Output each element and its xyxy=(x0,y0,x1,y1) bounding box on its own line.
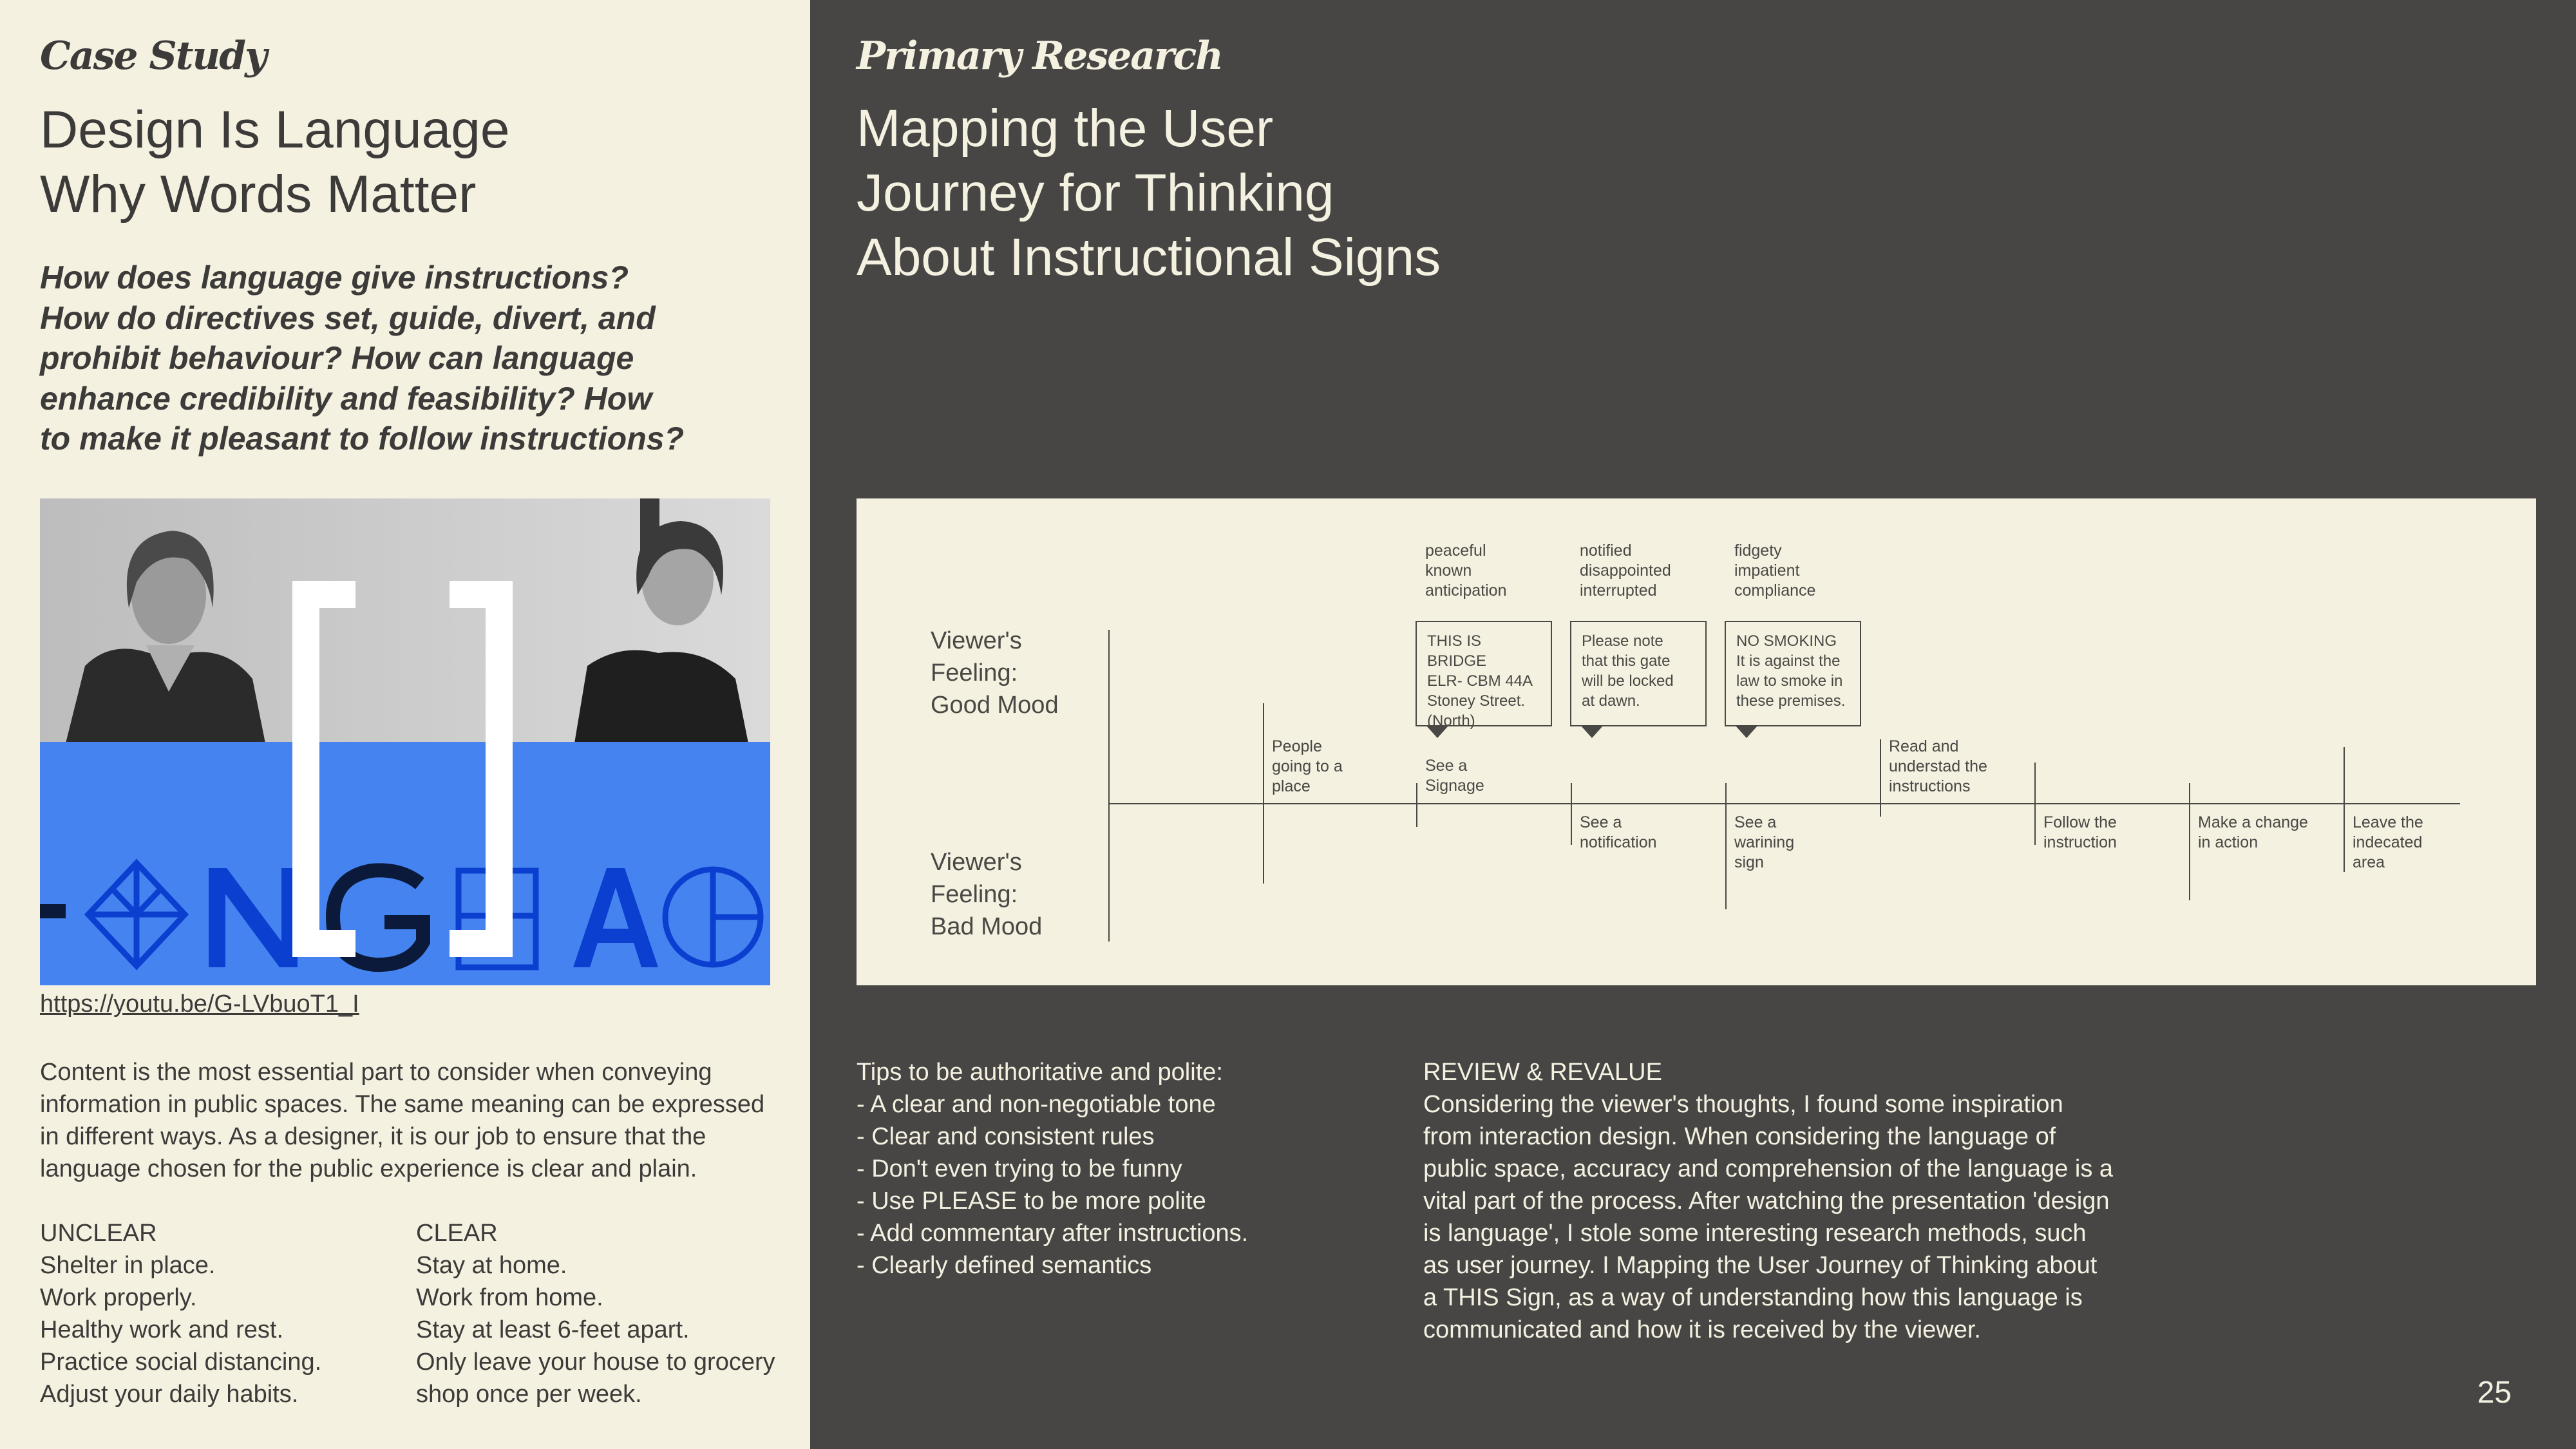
review-paragraph: Considering the viewer's thoughts, I found some inspiration from interaction design. When considering the language of public space, accuracy and comprehension of the language is a vital part of the process. After watching the presentation 'design is language', I stole some interesting research methods, such as user journey. I Mapping the User Journey of Thinking about a THIS Sign, as a way of understanding how this language is communicated and how it is received by the viewer. xyxy=(1423,1091,2114,1343)
feelings-notification: notified disappointed interrupted xyxy=(1580,542,1671,600)
list-item: shop once per week. xyxy=(416,1381,642,1408)
list-item: - Use PLEASE to be more polite xyxy=(857,1188,1206,1215)
section-label-primary-research: Primary Research xyxy=(857,33,1222,79)
bad-mood-label: Viewer's Feeling: Bad Mood xyxy=(931,849,1043,940)
bracket-left-icon xyxy=(292,581,355,957)
section-label-case-study: Case Study xyxy=(40,33,266,79)
content-paragraph: Content is the most essential part to consider when conveying information in public spaces. The same meaning can be expressed in different ways. As a designer, it is our job to ensure that the language chosen for the public experience is clear and plain. xyxy=(40,1059,765,1182)
list-item: - Clearly defined semantics xyxy=(857,1252,1152,1279)
sign-gate-notice: Please note that this gate will be locked at dawn. xyxy=(1570,621,1707,726)
list-item: Shelter in place. xyxy=(40,1252,216,1279)
list-item: Stay at least 6-feet apart. xyxy=(416,1316,690,1343)
list-item: Work from home. xyxy=(416,1284,603,1311)
good-mood-label: Viewer's Feeling: Good Mood xyxy=(931,627,1059,719)
speakers-photo xyxy=(40,498,770,743)
list-item: Stay at home. xyxy=(416,1252,567,1279)
tips-list xyxy=(857,1088,1248,1282)
list-item: Only leave your house to grocery xyxy=(416,1349,775,1376)
stage-read-instructions: Read and understad the instructions xyxy=(1889,737,1987,795)
bracket-right-icon xyxy=(450,581,513,957)
feelings-warning: fidgety impatient compliance xyxy=(1734,542,1816,600)
stage-change-action: Make a change in action xyxy=(2198,813,2308,851)
language-letterforms xyxy=(40,742,770,985)
unclear-list xyxy=(40,1249,321,1410)
case-study-panel xyxy=(0,0,810,1449)
list-item: - Clear and consistent rules xyxy=(857,1123,1155,1150)
sign-no-smoking: NO SMOKING It is against the law to smoke in these premises. xyxy=(1725,621,1861,726)
stage-follow-instruction: Follow the instruction xyxy=(2043,813,2117,851)
user-journey-map xyxy=(857,498,2536,985)
language-graphic xyxy=(40,742,770,985)
list-item: - Add commentary after instructions. xyxy=(857,1220,1249,1247)
video-link[interactable]: https://youtu.be/G-LVbuoT1_I xyxy=(40,990,359,1018)
stage-see-notification: See a notification xyxy=(1580,813,1657,851)
clear-list xyxy=(416,1249,775,1410)
unclear-heading: UNCLEAR xyxy=(40,1220,157,1247)
case-study-title: Design Is Language Why Words Matter xyxy=(40,100,510,223)
sign-bridge: THIS IS BRIDGE ELR- CBM 44A Stoney Street. (North) xyxy=(1416,621,1552,726)
list-item: Healthy work and rest. xyxy=(40,1316,284,1343)
tips-heading: Tips to be authoritative and polite: xyxy=(857,1059,1223,1086)
stage-going-to-place: People going to a place xyxy=(1272,737,1343,795)
journey-lines xyxy=(857,498,2536,985)
stage-see-warning: See a warining sign xyxy=(1734,813,1795,871)
video-thumbnail[interactable] xyxy=(40,498,770,985)
list-item: - A clear and non-negotiable tone xyxy=(857,1091,1216,1118)
feelings-signage: peaceful known anticipation xyxy=(1425,542,1507,600)
list-item: Work properly. xyxy=(40,1284,197,1311)
research-questions: How does language give instructions? How do directives set, guide, divert, and prohibit behaviour? How can language enhance credibility and feasibility? How to make it pleasant to follow instructions? xyxy=(40,260,685,457)
list-item: Practice social distancing. xyxy=(40,1349,322,1376)
list-item: Adjust your daily habits. xyxy=(40,1381,299,1408)
stage-leave-area: Leave the indecated area xyxy=(2353,813,2423,871)
review-heading: REVIEW & REVALUE xyxy=(1423,1059,1662,1086)
primary-research-title: Mapping the User Journey for Thinking About Instructional Signs xyxy=(857,99,1441,287)
clear-heading: CLEAR xyxy=(416,1220,498,1247)
page-number: 25 xyxy=(2477,1376,2512,1410)
list-item: - Don't even trying to be funny xyxy=(857,1155,1182,1182)
stage-see-signage: See a Signage xyxy=(1425,757,1484,795)
